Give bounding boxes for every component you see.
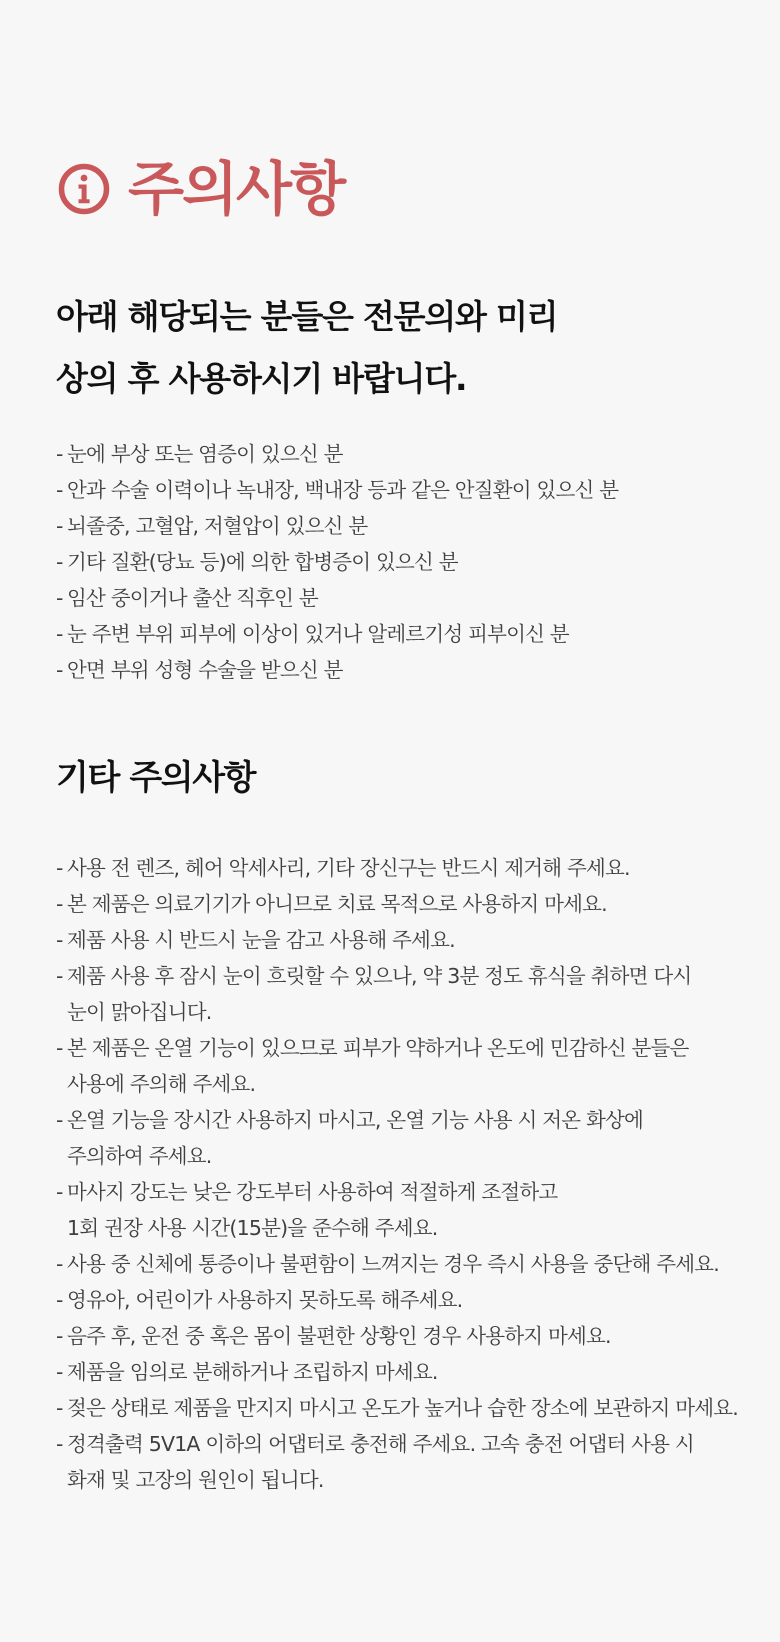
condition-item: - 안과 수술 이력이나 녹내장, 백내장 등과 같은 안질환이 있으신 분 (56, 472, 736, 508)
precaution-item (56, 1282, 736, 1318)
condition-item: - 기타 질환(당뇨 등)에 의한 합병증이 있으신 분 (56, 544, 736, 580)
condition-item: - 눈 주변 부위 피부에 이상이 있거나 알레르기성 피부이신 분 (56, 616, 736, 652)
precaution-line-continued: 1회 권장 사용 시간(15분)을 준수해 주세요. (67, 1216, 438, 1240)
precaution-line: - 제품 사용 후 잠시 눈이 흐릿할 수 있으나, 약 3분 정도 휴식을 취하면 다시 (67, 964, 692, 988)
precaution-line: - 마사지 강도는 낮은 강도부터 사용하여 적절하게 조절하고 (67, 1180, 558, 1204)
precaution-line: - 젖은 상태로 제품을 만지지 마시고 온도가 높거나 습한 장소에 보관하지 마세요. (67, 1396, 738, 1420)
precaution-item (56, 958, 736, 1030)
precaution-list (56, 850, 736, 1498)
precaution-line: - 본 제품은 의료기기가 아니므로 치료 목적으로 사용하지 마세요. (67, 892, 607, 916)
precaution-line: - 사용 중 신체에 통증이나 불편함이 느껴지는 경우 즉시 사용을 중단해 주세요. (67, 1252, 719, 1276)
other-precautions-title: 기타 주의사항 (56, 758, 256, 798)
precaution-item (56, 1354, 736, 1390)
precaution-item (56, 1246, 736, 1282)
precaution-item (56, 850, 736, 886)
precautions-header (58, 155, 345, 223)
precaution-item (56, 1102, 736, 1174)
precaution-line: - 제품 사용 시 반드시 눈을 감고 사용해 주세요. (67, 928, 455, 952)
lead-line-2: 상의 후 사용하시기 바랍니다. (56, 359, 467, 398)
precaution-item (56, 886, 736, 922)
lead-text (56, 286, 696, 410)
precaution-item (56, 1426, 736, 1498)
precaution-line: - 본 제품은 온열 기능이 있으므로 피부가 약하거나 온도에 민감하신 분들은 (67, 1036, 689, 1060)
precaution-item (56, 1318, 736, 1354)
precaution-line: - 영유아, 어린이가 사용하지 못하도록 해주세요. (67, 1288, 463, 1312)
precaution-line-continued: 주의하여 주세요. (67, 1144, 212, 1168)
condition-item: - 임산 중이거나 출산 직후인 분 (56, 580, 736, 616)
page-title: 주의사항 (128, 155, 345, 223)
precaution-line-continued: 화재 및 고장의 원인이 됩니다. (67, 1468, 324, 1492)
precaution-item (56, 922, 736, 958)
precaution-item (56, 1030, 736, 1102)
precaution-item (56, 1390, 736, 1426)
condition-item: - 안면 부위 성형 수술을 받으신 분 (56, 652, 736, 688)
precaution-line-continued: 사용에 주의해 주세요. (67, 1072, 256, 1096)
lead-line-1: 아래 해당되는 분들은 전문의와 미리 (56, 297, 558, 336)
condition-item: - 눈에 부상 또는 염증이 있으신 분 (56, 436, 736, 472)
precaution-line: - 음주 후, 운전 중 혹은 몸이 불편한 상황인 경우 사용하지 마세요. (67, 1324, 611, 1348)
precaution-item (56, 1174, 736, 1246)
condition-item: - 뇌졸중, 고혈압, 저혈압이 있으신 분 (56, 508, 736, 544)
precaution-line: - 온열 기능을 장시간 사용하지 마시고, 온열 기능 사용 시 저온 화상에 (67, 1108, 643, 1132)
info-circle-icon (58, 163, 110, 215)
precaution-line: - 정격출력 5V1A 이하의 어댑터로 충전해 주세요. 고속 충전 어댑터 사용 시 (67, 1432, 694, 1456)
precaution-line-continued: 눈이 맑아집니다. (67, 1000, 212, 1024)
condition-list (56, 436, 736, 688)
precaution-line: - 사용 전 렌즈, 헤어 악세사리, 기타 장신구는 반드시 제거해 주세요. (67, 856, 630, 880)
precaution-line: - 제품을 임의로 분해하거나 조립하지 마세요. (67, 1360, 438, 1384)
